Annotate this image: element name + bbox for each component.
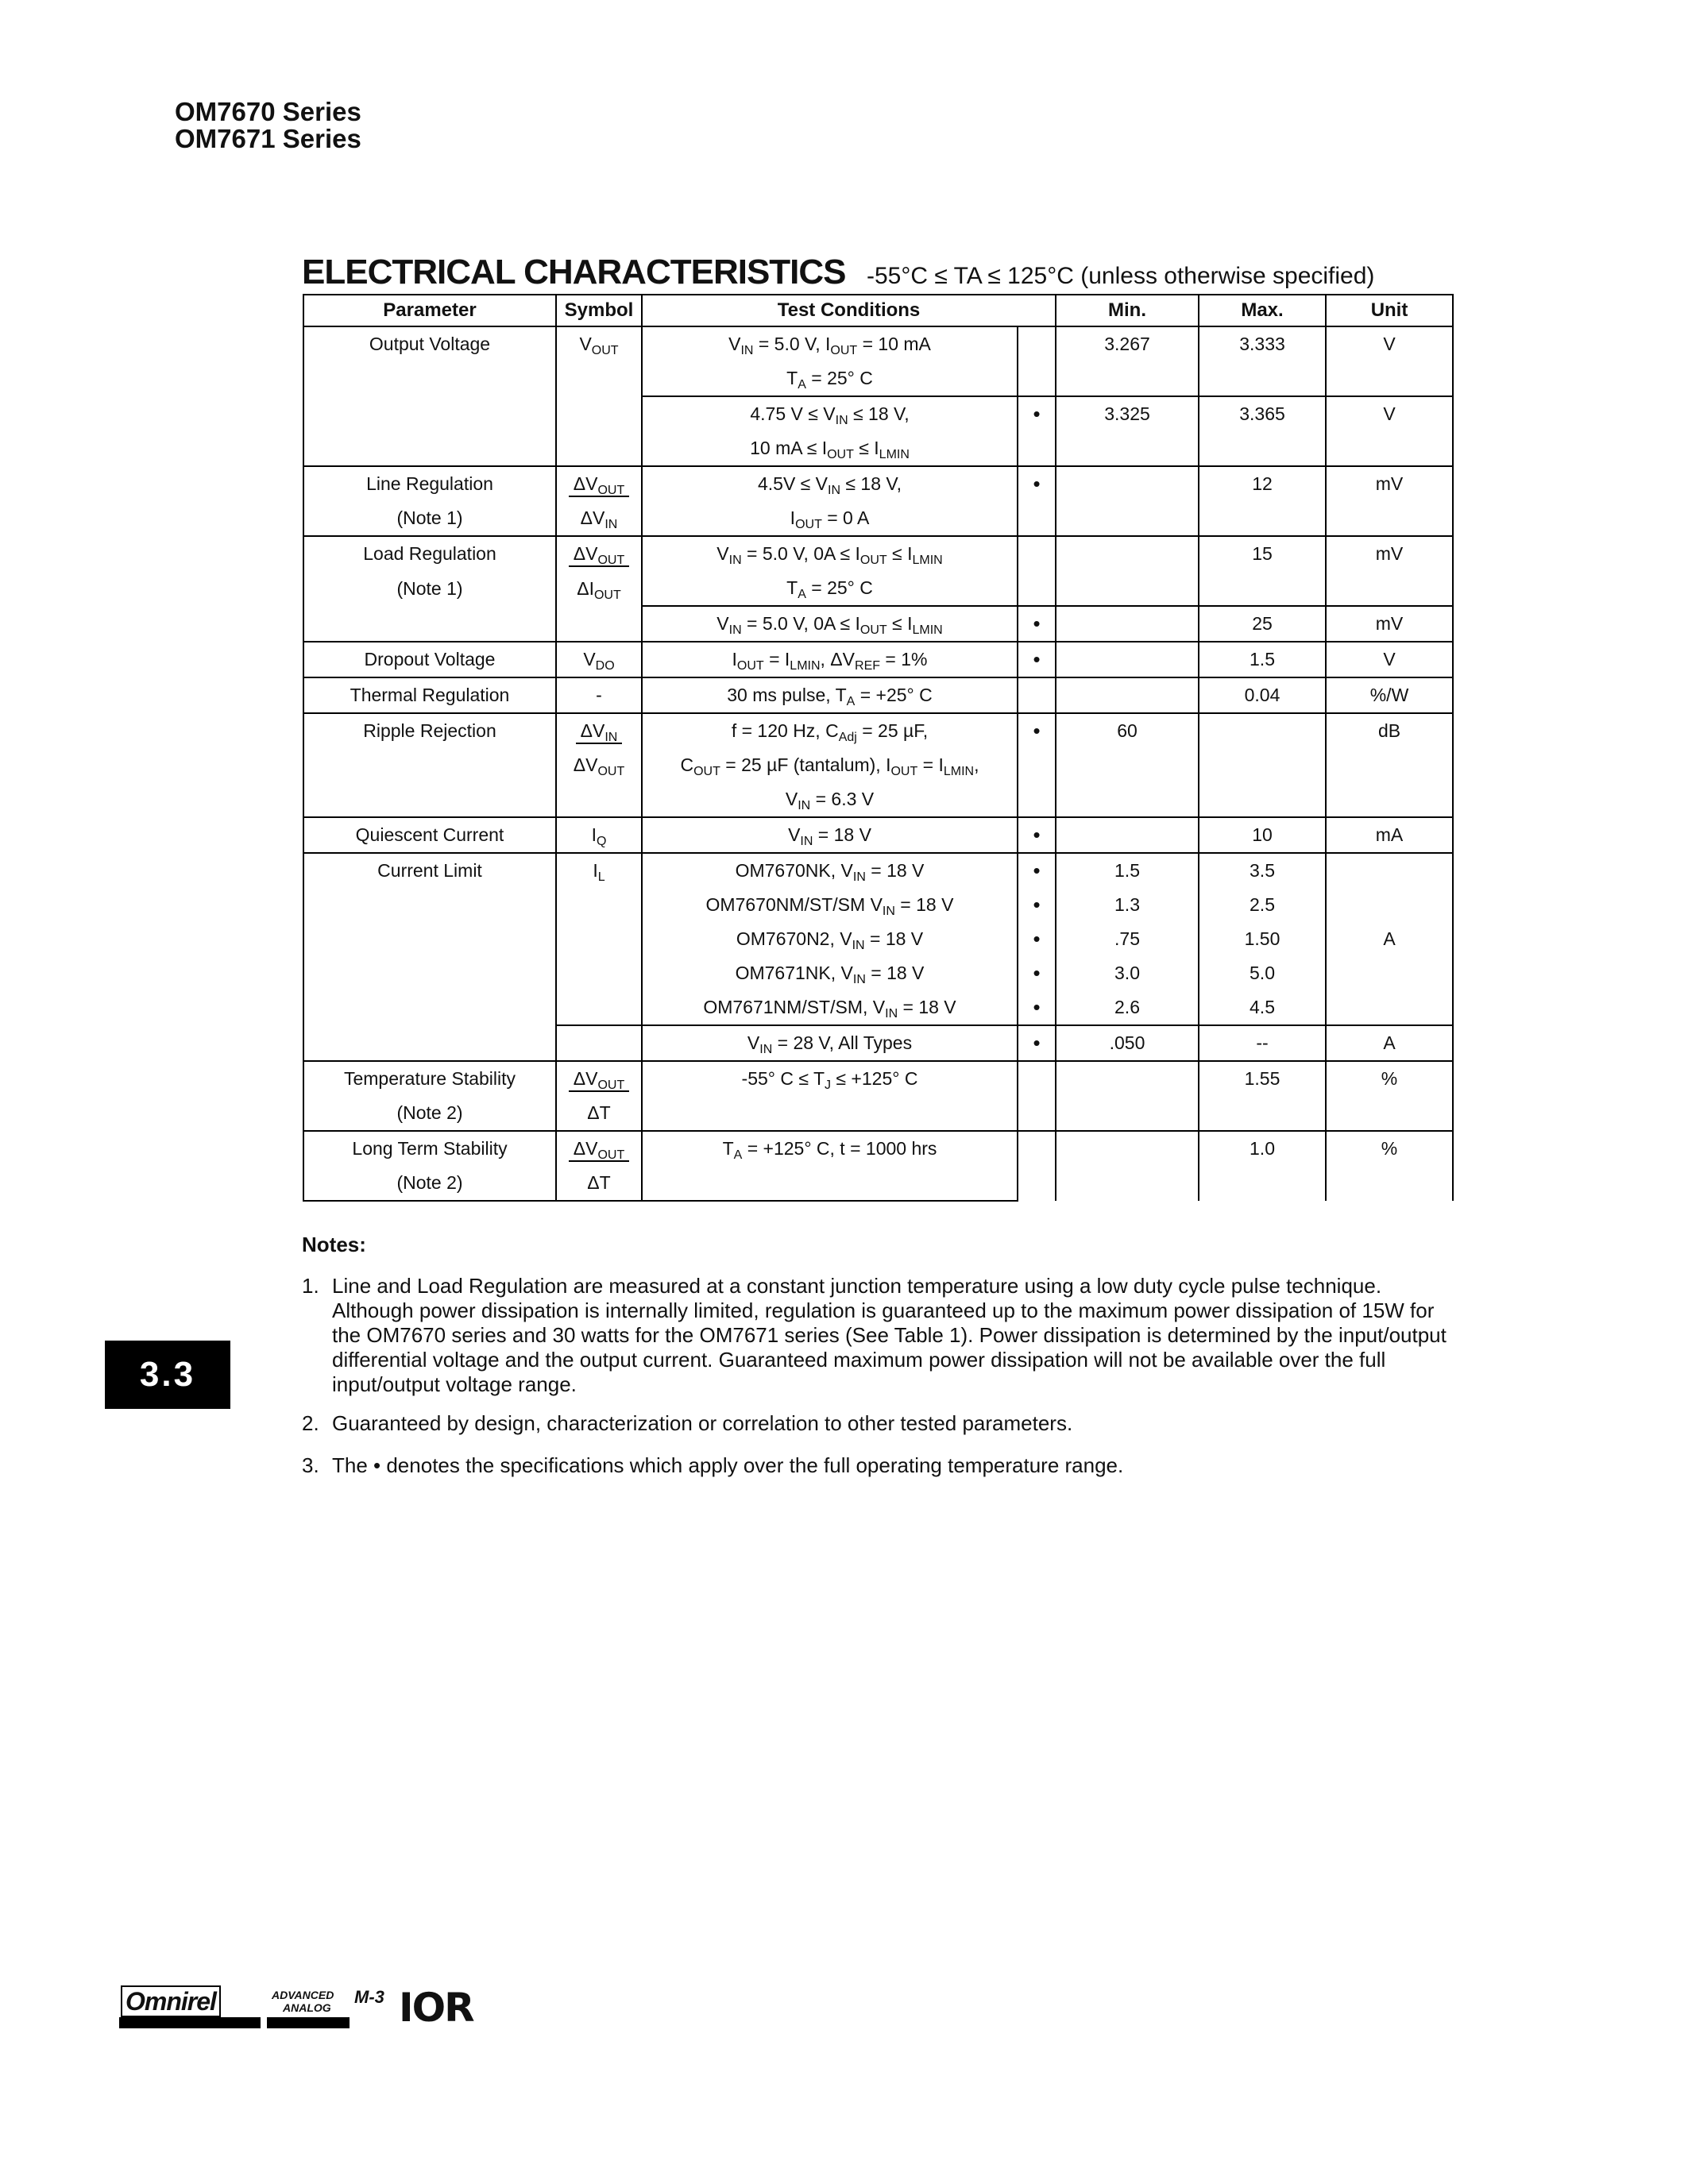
min-cell [1056,606,1199,642]
bullet-cell [1018,326,1056,396]
cond-cell: $I_{OUT} = 0$ A [642,501,1018,536]
cond-cell: $4.5V \le V_{IN} \le 18$ V, [642,466,1018,501]
note-number: 1. [302,1274,319,1298]
cond-cell: $I_{OUT} = I_{LMIN}$, $\Delta V_{REF} = 1\%$ [642,642,1018,677]
max-cell: 4.5 [1199,990,1326,1025]
cond-cell: $V_{IN} = 6.3$ V [642,782,1018,817]
table-row [303,677,1453,713]
unit-cell: mV [1326,536,1453,606]
min-cell [1056,536,1199,606]
section-tab: 3.3 [105,1341,230,1409]
table-row [303,817,1453,853]
min-cell [1056,1061,1199,1131]
unit-cell: % [1326,1061,1453,1131]
note-cell: (Note 1) [303,501,556,536]
table-row [303,326,1453,361]
param-cell: Current Limit [303,853,556,1061]
bullet-cell: • [1018,1025,1056,1061]
symbol-cell: $\Delta V_{OUT}$ [556,1131,642,1166]
cond-cell: $T_A = 25^\circ$ C [642,361,1018,396]
min-cell [1056,642,1199,677]
max-cell: 15 [1199,536,1326,606]
symbol-cell: $\Delta V_{OUT}$ [556,536,642,571]
m3-logo: M-3 [354,1987,384,2007]
min-cell: 1.5 [1056,853,1199,888]
max-cell: -- [1199,1025,1326,1061]
cond-cell: $V_{IN} = 28$ V, All Types [642,1025,1018,1061]
min-cell: 3.325 [1056,396,1199,466]
table-row [303,853,1453,888]
param-cell: Line Regulation [303,466,556,501]
max-cell: 1.5 [1199,642,1326,677]
bullet-cell: • [1018,642,1056,677]
note-number: 3. [302,1453,319,1477]
cond-cell: 10 mA ≤ $I_{OUT} \le I_{LMIN}$ [642,431,1018,466]
param-cell: Dropout Voltage [303,642,556,677]
table-row [303,642,1453,677]
min-cell [1056,677,1199,713]
ior-logo: IOR [399,1985,473,2031]
min-cell [1056,466,1199,536]
cond-cell: OM7671NM/ST/SM, $V_{IN} = 18$ V [642,990,1018,1025]
symbol-cell: $\Delta V_{OUT}$ [556,748,642,782]
symbol-cell: $\Delta V_{IN}$ [556,501,642,536]
note-text: Guaranteed by design, characterization or correlation to other tested parameters. [332,1411,1073,1435]
cond-cell: $V_{IN} = 5.0$ V, $0A \le I_{OUT} \le I_{LMIN}$ [642,536,1018,571]
note-number: 2. [302,1411,319,1435]
table-header-row [303,295,1453,326]
table-row [303,1131,1453,1166]
unit-cell: V [1326,396,1453,466]
cond-cell: f = 120 Hz, $C_{Adj} = 25$ µF, [642,713,1018,748]
bullet-cell: • [1018,888,1056,922]
max-cell: 25 [1199,606,1326,642]
bullet-cell: • [1018,990,1056,1025]
note-text: Line and Load Regulation are measured at a constant junction temperature using a low duty cycle pulse technique. Although power dissipation is internally limited, regulation is guaranteed up to the maximum power dissipation of 15W for the OM7670 series and 30 watts for the OM7671 series (See Table 1). Power dissipation is determined by the input/output differential voltage and the output current. Guaranteed maximum power dissipation will not be available over the full input/output voltage range. [332,1274,1447,1396]
note-item [302,1453,1462,1478]
unit-cell: mV [1326,466,1453,536]
series-title-1: OM7670 Series [175,97,361,126]
symbol-cell: $\Delta I_{OUT}$ [556,571,642,606]
min-cell [1056,817,1199,853]
min-cell: 1.3 [1056,888,1199,922]
symbol-cell: $\Delta V_{IN}$ [556,713,642,748]
notes-title: Notes: [302,1233,366,1256]
param-cell: Ripple Rejection [303,713,556,817]
note-text: The • denotes the specifications which apply over the full operating temperature range. [332,1453,1124,1477]
max-cell: 0.04 [1199,677,1326,713]
electrical-characteristics-table [303,294,1454,1202]
cond-cell: OM7670NK, $V_{IN} = 18$ V [642,853,1018,888]
min-cell: .050 [1056,1025,1199,1061]
cond-cell: $T_A = 25^\circ$ C [642,571,1018,606]
bullet-cell [1018,536,1056,606]
unit-cell: V [1326,326,1453,396]
min-cell: 60 [1056,713,1199,817]
series-title-2: OM7671 Series [175,124,361,153]
note-item [302,1411,1462,1436]
symbol-cell: $V_{DO}$ [556,642,642,677]
max-cell: 1.55 [1199,1061,1326,1131]
cond-cell: 30 ms pulse, $T_A = +25^\circ$ C [642,677,1018,713]
cond-cell: $C_{OUT} = 25$ µF (tantalum), $I_{OUT} = I_{LMIN}$, [642,748,1018,782]
min-cell [1056,1131,1199,1201]
param-cell: Quiescent Current [303,817,556,853]
cond-cell: $V_{IN} = 18$ V [642,817,1018,853]
bullet-cell: • [1018,466,1056,536]
symbol-cell: $I_L$ [556,853,642,1025]
col-max: Max. [1199,295,1326,326]
heading-title: ELECTRICAL CHARACTERISTICS [302,253,846,291]
bullet-cell [1018,1061,1056,1131]
section-heading [302,253,1374,292]
col-parameter: Parameter [303,295,556,326]
bullet-cell: • [1018,853,1056,888]
unit-cell: A [1326,853,1453,1025]
heading-conditions: -55°C ≤ TA ≤ 125°C (unless otherwise specified) [866,263,1375,289]
symbol-cell [556,1025,642,1061]
max-cell: 3.333 [1199,326,1326,396]
bullet-cell: • [1018,606,1056,642]
symbol-cell [556,782,642,817]
bullet-cell: • [1018,922,1056,956]
param-cell: Output Voltage [303,326,556,466]
table-row [303,1061,1453,1096]
table-row [303,466,1453,501]
symbol-cell [556,606,642,642]
unit-cell: % [1326,1131,1453,1201]
bullet-cell [1018,1131,1056,1201]
note-cell: (Note 2) [303,1166,556,1201]
footer-logos [119,1985,532,2033]
table-row [303,713,1453,748]
symbol-cell: ΔT [556,1166,642,1201]
cond-cell: 4.75 $V \le V_{IN} \le 18$ V, [642,396,1018,431]
symbol-cell: $\Delta V_{OUT}$ [556,1061,642,1096]
symbol-cell: $V_{OUT}$ [556,326,642,466]
cond-cell [642,1166,1018,1201]
param-cell: Thermal Regulation [303,677,556,713]
param-cell: Long Term Stability [303,1131,556,1166]
min-cell: .75 [1056,922,1199,956]
unit-cell: mV [1326,606,1453,642]
unit-cell: V [1326,642,1453,677]
param-cell [303,606,556,642]
cond-cell: OM7671NK, $V_{IN} = 18$ V [642,956,1018,990]
min-cell: 3.0 [1056,956,1199,990]
table-row [303,536,1453,571]
note-cell: (Note 2) [303,1096,556,1131]
cond-cell: $V_{IN} = 5.0$ V, $0A \le I_{OUT} \le I_{LMIN}$ [642,606,1018,642]
param-cell: Load Regulation [303,536,556,571]
unit-cell: %/W [1326,677,1453,713]
bullet-cell: • [1018,817,1056,853]
omnirel-logo: Omnirel [119,1985,261,2030]
unit-cell: A [1326,1025,1453,1061]
max-cell: 10 [1199,817,1326,853]
max-cell: 3.365 [1199,396,1326,466]
unit-cell: dB [1326,713,1453,817]
symbol-cell: - [556,677,642,713]
max-cell: 2.5 [1199,888,1326,922]
cond-cell [642,1096,1018,1131]
bullet-cell: • [1018,396,1056,466]
col-min: Min. [1056,295,1199,326]
cond-cell: OM7670NM/ST/SM $V_{IN} = 18$ V [642,888,1018,922]
col-unit: Unit [1326,295,1453,326]
table-row [303,606,1453,642]
max-cell: 3.5 [1199,853,1326,888]
max-cell: 5.0 [1199,956,1326,990]
bullet-cell: • [1018,956,1056,990]
symbol-cell: $I_Q$ [556,817,642,853]
param-cell: Temperature Stability [303,1061,556,1096]
cond-cell: $T_A = +125^\circ$ C, t = 1000 hrs [642,1131,1018,1166]
min-cell: 2.6 [1056,990,1199,1025]
symbol-cell: ΔT [556,1096,642,1131]
max-cell: 1.0 [1199,1131,1326,1201]
max-cell: 12 [1199,466,1326,536]
max-cell: 1.50 [1199,922,1326,956]
advanced-analog-logo: ADVANCED ANALOG [267,1985,350,2030]
note-item [302,1274,1462,1397]
bullet-cell [1018,677,1056,713]
cond-cell: -55° $C \le T_J \le +125^\circ$ C [642,1061,1018,1096]
min-cell: 3.267 [1056,326,1199,396]
max-cell [1199,713,1326,817]
cond-cell: $V_{IN} = 5.0$ V, $I_{OUT} = 10$ mA [642,326,1018,361]
col-symbol: Symbol [556,295,642,326]
unit-cell: mA [1326,817,1453,853]
note-cell: (Note 1) [303,571,556,606]
symbol-cell: $\Delta V_{OUT}$ [556,466,642,501]
cond-cell: OM7670N2, $V_{IN} = 18$ V [642,922,1018,956]
bullet-cell: • [1018,713,1056,817]
col-test-conditions: Test Conditions [642,295,1056,326]
